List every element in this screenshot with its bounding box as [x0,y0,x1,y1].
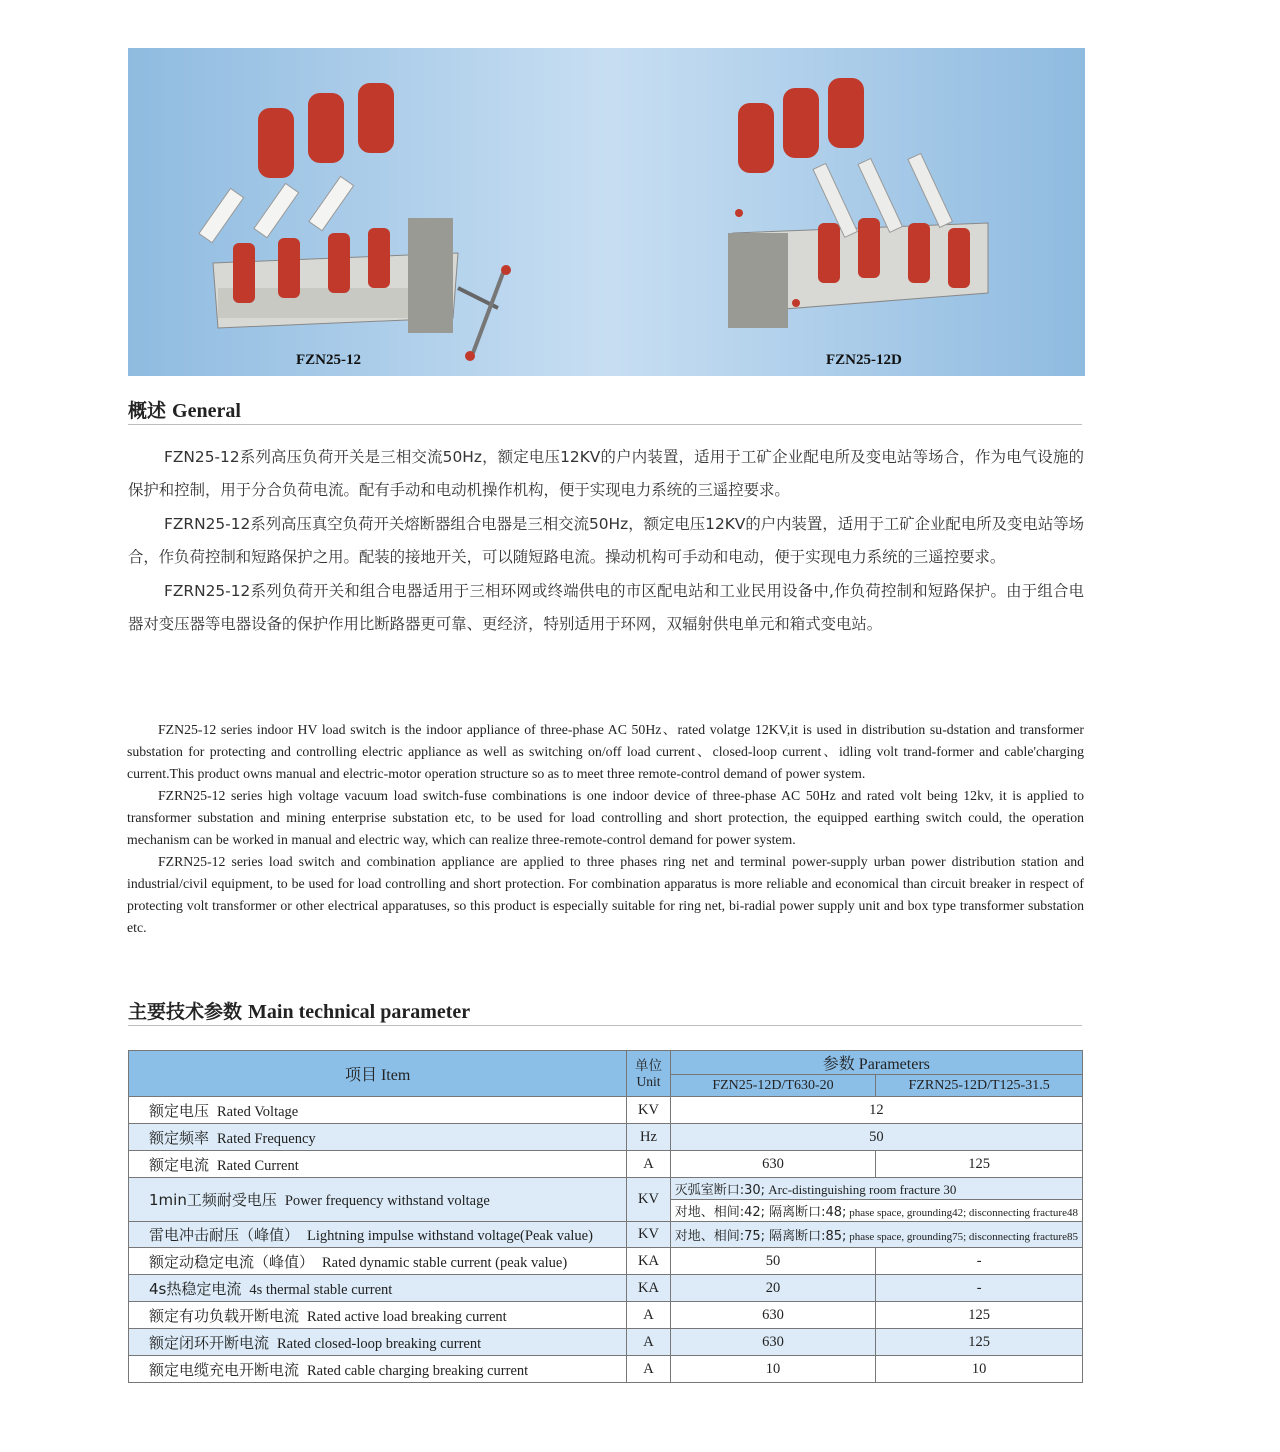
table-row [129,1329,1083,1356]
row-item [129,1097,627,1124]
row-item [129,1329,627,1356]
row-item [129,1222,627,1248]
row-value-2: 125 [876,1302,1083,1329]
row-item-cn: 4s热稳定电流 [149,1279,242,1298]
row-item-cn: 额定闭环开断电流 [149,1333,270,1352]
row-value-2: 125 [876,1151,1083,1178]
general-heading-cn: 概述 [128,400,167,422]
row-note-cn: 对地、相间:75; 隔离断口:85; [674,1229,847,1244]
row-item [129,1302,627,1329]
row-note-en: phase space, grounding75; disconnecting fracture85 [849,1231,1078,1243]
figure-caption-left: FZN25-12 [296,352,361,368]
general-paragraph-en: FZN25-12 series indoor HV load switch is the indoor appliance of three-phase AC 50Hz、rated volatge 12KV,it is used in distribution su-dstation and transformer substation for protecting and controlling electric appliance as well as switching on/off load current、closed-loop current、idling volt trand-former and cable'charging current.This product owns manual and electric-motor operation structure so as to meet three remote-control demand of power system. [127,722,1084,781]
row-unit: A [627,1302,670,1329]
row-item-cn: 额定频率 [149,1128,210,1147]
header-item: 项目 Item [129,1051,627,1097]
table-row [129,1178,1083,1200]
row-value-1: 630 [670,1151,876,1178]
row-unit: KV [627,1222,670,1248]
row-value-1: 10 [670,1356,876,1383]
row-value-1: 630 [670,1329,876,1356]
row-item-cn: 1min工频耐受电压 [149,1191,277,1209]
row-note-en: phase space, grounding42; disconnecting fracture48 [849,1207,1078,1219]
row-item-en: Rated active load breaking current [307,1308,507,1325]
header-unit-cn: 单位 [634,1057,662,1073]
header-model-2: FZRN25-12D/T125-31.5 [876,1075,1083,1097]
row-note-cn: 对地、相间:42; 隔离断口:48; [674,1205,847,1220]
general-heading-en: General [172,400,241,422]
general-section-heading [128,396,1082,425]
row-value-1: 50 [670,1248,876,1275]
row-item [129,1151,627,1178]
row-value-2: 10 [876,1356,1083,1383]
row-value-2: 125 [876,1329,1083,1356]
params-heading-en: Main technical parameter [248,1001,471,1023]
row-item-en: Rated cable charging breaking current [307,1362,529,1379]
general-paragraph-en: FZRN25-12 series high voltage vacuum load switch-fuse combinations is one indoor device of three-phase AC 50Hz and rated volt being 12kv, it is applied to transformer substation and mining enterprise substation etc, to be used for load controlling and short protection, the equipped earthing switch could, the operation mechanism can be worked in manual and electric way, which can realize three-remote-control demand for power system. [127,788,1084,847]
header-model-1: FZN25-12D/T630-20 [670,1075,876,1097]
general-description-cn [128,441,1084,641]
row-item-en: Rated Voltage [217,1103,299,1120]
product-photo-banner [128,48,1085,376]
parameters-section-heading [128,997,1082,1026]
row-value-1: 20 [670,1275,876,1302]
row-item-cn: 额定电流 [149,1155,210,1174]
row-item-en: Rated Current [217,1157,299,1174]
params-heading-cn: 主要技术参数 [128,1001,243,1023]
row-item-cn: 额定电压 [149,1101,210,1120]
table-row [129,1356,1083,1383]
row-unit: Hz [627,1124,670,1151]
row-item-cn: 额定有功负载开断电流 [149,1306,300,1325]
row-value-2: - [876,1275,1083,1302]
row-note [670,1200,1082,1222]
row-value-2: - [876,1248,1083,1275]
table-row [129,1151,1083,1178]
row-unit: KV [627,1097,670,1124]
row-value: 12 [670,1097,1082,1124]
row-item-en: Lightning impulse withstand voltage(Peak value) [307,1228,593,1244]
row-item [129,1178,627,1222]
row-item [129,1248,627,1275]
row-value: 50 [670,1124,1082,1151]
row-unit: KV [627,1178,670,1222]
fzn25-12d-switch-illustration [728,78,988,328]
table-row [129,1248,1083,1275]
figure-caption-right: FZN25-12D [826,352,902,368]
general-paragraph-en: FZRN25-12 series load switch and combination appliance are applied to three phases ring net and terminal power-supply urban power distribution station and industrial/civil equipment, to be used for load controlling and short protection. For combination apparatus is more reliable and economical than circuit breaker in respect of protecting volt transformer or other electrical apparatuses, so this product is especially suitable for ring net, bi-radial power supply unit and box type transformer substation etc. [127,854,1084,935]
table-row [129,1124,1083,1151]
table-row [129,1275,1083,1302]
general-paragraph-cn: FZRN25-12系列负荷开关和组合电器适用于三相环网或终端供电的市区配电站和工业民用设备中,作负荷控制和短路保护。由于组合电器对变压器等电器设备的保护作用比断路器更可靠、更经济，特别适用于环网，双辐射供电单元和箱式变电站。 [128,581,1084,634]
row-value-1: 630 [670,1302,876,1329]
header-parameters: 参数 Parameters [670,1051,1082,1075]
row-note [670,1222,1082,1248]
row-unit: KA [627,1275,670,1302]
row-unit: A [627,1329,670,1356]
general-paragraph-cn: FZRN25-12系列高压真空负荷开关熔断器组合电器是三相交流50Hz，额定电压12KV的户内装置，适用于工矿企业配电所及变电站等场合，作负荷控制和短路保护之用。配装的接地开关，可以随短路电流。操动机构可手动和电动，便于实现电力系统的三遥控要求。 [128,514,1084,567]
row-item-en: Rated dynamic stable current (peak value) [322,1254,568,1271]
row-unit: A [627,1151,670,1178]
row-note [670,1178,1082,1200]
row-item-en: Power frequency withstand voltage [284,1193,490,1209]
header-unit-en: Unit [636,1073,661,1089]
general-description-en [127,719,1084,939]
product-illustration [128,48,1085,376]
row-item [129,1275,627,1302]
table-row [129,1222,1083,1248]
row-item-cn: 额定动稳定电流（峰值） [149,1252,315,1271]
row-unit: A [627,1356,670,1383]
row-unit: KA [627,1248,670,1275]
row-item-en: 4s thermal stable current [249,1281,393,1298]
table-row [129,1097,1083,1124]
row-item-cn: 额定电缆充电开断电流 [149,1360,300,1379]
row-item-en: Rated closed-loop breaking current [277,1335,482,1352]
general-paragraph-cn: FZN25-12系列高压负荷开关是三相交流50Hz，额定电压12KV的户内装置，适用于工矿企业配电所及变电站等场合，作为电气设施的保护和控制，用于分合负荷电流。配有手动和电动机操作机构，便于实现电力系统的三遥控要求。 [128,448,1084,500]
row-item [129,1356,627,1383]
table-row [129,1302,1083,1329]
row-item-cn: 雷电冲击耐压（峰值） [149,1226,300,1244]
header-unit [627,1051,670,1097]
technical-parameter-table [128,1050,1083,1383]
row-item-en: Rated Frequency [217,1130,316,1147]
row-note-en: Arc-distinguishing room fracture 30 [768,1182,957,1197]
fzn25-12-switch-illustration [199,83,511,361]
row-item [129,1124,627,1151]
row-note-cn: 灭弧室断口:30; [674,1183,765,1198]
